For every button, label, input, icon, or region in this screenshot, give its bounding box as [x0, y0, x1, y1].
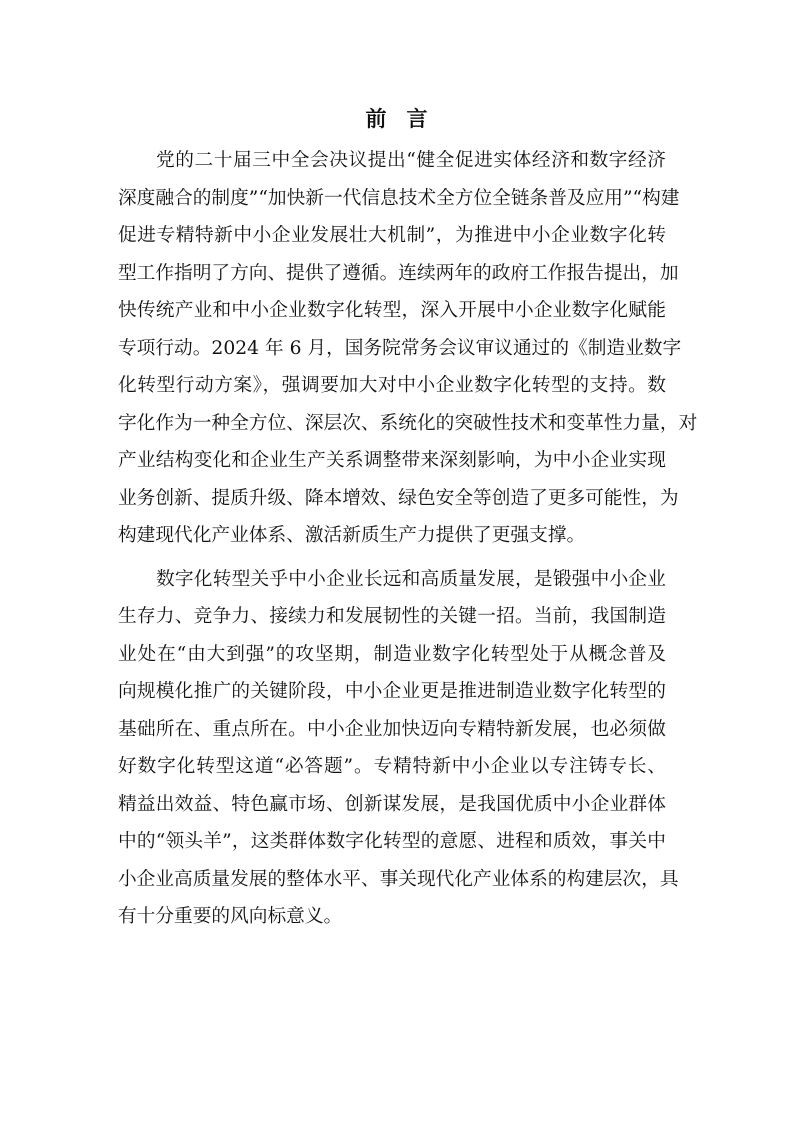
text-line: 业处在“由大到强”的攻坚期，制造业数字化转型处于从概念普及: [118, 643, 666, 665]
text-line: 深度融合的制度”“加快新一代信息技术全方位全链条普及应用”“构建: [118, 187, 680, 209]
text-line: 专项行动。2024 年 6 月，国务院常务会议审议通过的《制造业数字: [118, 337, 682, 359]
text-line: 型工作指明了方向、提供了遵循。连续两年的政府工作报告提出，加: [118, 262, 679, 284]
text-line: 快传统产业和中小企业数字化转型，深入开展中小企业数字化赋能: [118, 300, 666, 321]
text-line: 精益出效益、特色赢市场、创新谋发展，是我国优质中小企业群体: [118, 793, 666, 815]
text-line: 生存力、竞争力、接续力和发展韧性的关键一招。当前，我国制造: [118, 606, 666, 627]
paragraph-1: [118, 142, 698, 555]
text-line: 党的二十届三中全会决议提出“健全促进实体经济和数字经济: [156, 150, 666, 171]
text-line: 向规模化推广的关键阶段，中小企业更是推进制造业数字化转型的: [118, 681, 666, 702]
paragraph-2: [118, 561, 679, 936]
text-line: 好数字化转型这道“必答题”。专精特新中小企业以专注铸专长、: [118, 756, 666, 777]
text-line: 字化作为一种全方位、深层次、系统化的突破性技术和变革性力量，对: [118, 412, 698, 434]
text-line: 有十分重要的风向标意义。: [118, 906, 343, 927]
page-title: 前言: [365, 107, 448, 131]
document-body: [118, 142, 698, 936]
text-line: 中的“领头羊”，这类群体数字化转型的意愿、进程和质效，事关中: [118, 831, 666, 852]
text-line: 促进专精特新中小企业发展壮大机制”，为推进中小企业数字化转: [118, 225, 666, 246]
text-line: 产业结构变化和企业生产关系调整带来深刻影响，为中小企业实现: [118, 450, 666, 471]
text-line: 业务创新、提质升级、降本增效、绿色安全等创造了更多可能性，为: [118, 487, 679, 509]
text-line: 基础所在、重点所在。中小企业加快迈向专精特新发展，也必须做: [118, 718, 666, 740]
text-line: 小企业高质量发展的整体水平、事关现代化产业体系的构建层次，具: [118, 868, 679, 890]
text-line: 化转型行动方案》，强调要加大对中小企业数字化转型的支持。数: [118, 375, 666, 396]
text-line: 构建现代化产业体系、激活新质生产力提供了更强支撑。: [118, 525, 586, 546]
text-line: 数字化转型关乎中小企业长远和高质量发展，是锻强中小企业: [156, 568, 666, 590]
